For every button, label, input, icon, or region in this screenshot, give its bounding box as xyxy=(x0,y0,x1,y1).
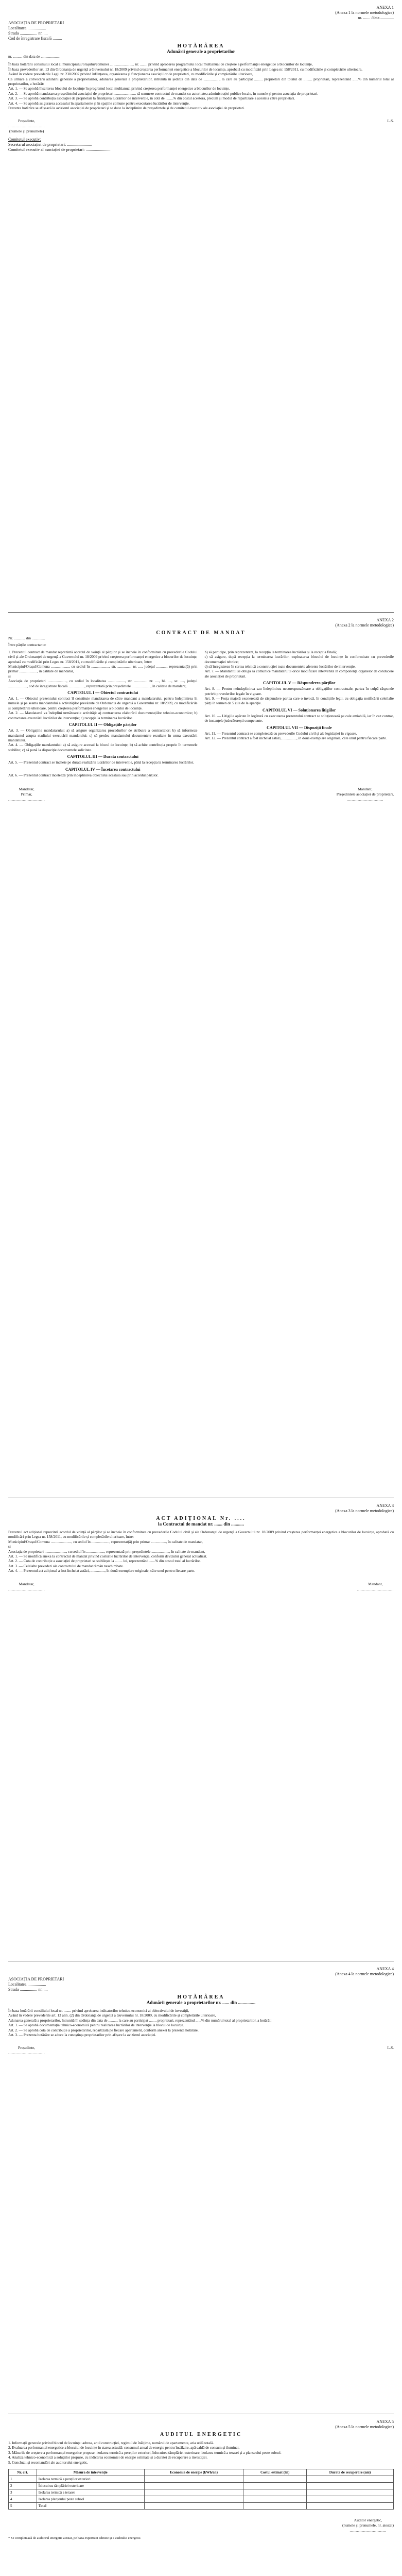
header-line: Localitatea .................. xyxy=(8,1982,46,1987)
table-cell xyxy=(306,2476,393,2483)
annex-1-header xyxy=(8,21,394,41)
paragraph: Art. 10. — Litigiile apărute în legătură cu executarea prezentului contract se soluționează pe cale amiabilă, iar în caz contrar, de instanțele judecătorești competente. xyxy=(204,713,394,723)
chapter-heading: CAPITOLUL I — Obiectul contractului xyxy=(67,690,138,696)
signature-line: .............................. xyxy=(346,796,384,802)
table-cell xyxy=(243,2489,307,2496)
table-cell xyxy=(144,2489,243,2496)
chapter-heading: CAPITOLUL V — Răspunderea părților xyxy=(263,681,336,686)
table-cell xyxy=(243,2476,307,2483)
signature-sublabel: Președintele asociației de proprietari, xyxy=(336,791,394,796)
paragraph: Art. 4. — Prezentul act adițional a fost încheiat astăzi, ..............., în două exemplare originale, câte unul pentru fiecare parte. xyxy=(8,1568,196,1573)
table-cell xyxy=(144,2483,243,2489)
chapter-heading: CAPITOLUL VII — Dispoziții finale xyxy=(267,725,332,730)
annex-2-tag xyxy=(8,618,394,628)
annex-2 xyxy=(8,618,394,1494)
table-row xyxy=(9,2489,394,2496)
signature-label: Președinte, xyxy=(18,2045,36,2050)
paragraph: Art. 1. — Se aprobă înscrierea blocului de locuințe în programul local multianual privind creșterea performanței energetice a blocurilor de locuințe. xyxy=(8,86,230,91)
table-cell xyxy=(306,2483,393,2489)
chapter-heading: CAPITOLUL VI — Soluționarea litigiilor xyxy=(262,707,336,713)
table-header: Costul estimat (lei) xyxy=(243,2469,307,2476)
annex-3-title: ACT ADIȚIONAL Nr. .... xyxy=(156,1516,246,1521)
signature-label: Mandant, xyxy=(368,1581,383,1586)
table-cell: 1 xyxy=(9,2476,37,2483)
paragraph: c) să asigure, după recepția la terminarea lucrărilor, exploatarea blocului de locuințe în conformitate cu prevederile documentației tehnice; xyxy=(204,654,394,664)
annex-4-subtitle: Adunării generale a proprietarilor nr. ...... din ............... xyxy=(146,2000,256,2005)
annex-1 xyxy=(8,5,394,608)
table-cell: Înlocuirea tâmplăriei exterioare xyxy=(37,2483,144,2489)
annex-1-subtitle: Adunării generale a proprietarilor xyxy=(167,49,235,54)
signature-label: Mandatar, xyxy=(19,786,34,791)
paragraph: 1. Prezentul contract de mandat reprezintă acordul de voință al părților și se încheie în conformitate cu prevederile Codului civil și ale Ordonanței de urgență a Guvernului nr. 18/2009 privind creșterea performanței energetice a blocurilor de locuințe, aprobată cu modificări prin Legea nr. 158/2011, cu modificările și completările ulterioare, între: xyxy=(8,649,198,664)
paragraph: 5. Concluzii și recomandări ale auditorului energetic. xyxy=(8,2460,89,2465)
header-line: Strada ................. nr. .... xyxy=(8,1987,48,1992)
paragraph: Prezentul act adițional reprezintă acordul de voință al părților și se încheie în conformitate cu prevederile Codului civil și ale Ordonanței de urgență a Guvernului nr. 18/2009 privind creșterea performanței energetice a blocurilor de locuințe, aprobată cu modificări prin Legea nr. 158/2011, cu modificările și completările ulterioare, între: xyxy=(8,1530,394,1539)
annex-1-title: HOTĂRÂREA xyxy=(177,43,225,49)
paragraph: Prezenta hotărâre se afișează la avizierul asociației de proprietari și se duce la îndeplinire de președintele și de comitetul executiv ale asociației de proprietari. xyxy=(8,106,245,111)
table-row xyxy=(9,2476,394,2483)
signature-mandant xyxy=(337,787,394,802)
table-cell xyxy=(243,2503,307,2510)
document-page xyxy=(0,5,402,2576)
table-cell xyxy=(243,2496,307,2503)
annex-4 xyxy=(8,1967,394,2410)
signature-president xyxy=(8,2045,45,2056)
signature-mandatar xyxy=(8,787,45,802)
table-cell: Izolarea termică a terasei xyxy=(37,2489,144,2496)
paragraph: Art. 8. — Pentru neîndeplinirea sau îndeplinirea necorespunzătoare a obligațiilor contractuale, partea în culpă răspunde potrivit prevederilor legale în vigoare. xyxy=(204,686,394,696)
signature-label: Auditor energetic, xyxy=(354,2518,382,2523)
table-cell: 2 xyxy=(9,2483,37,2489)
paragraph: Art. 2. — Mandatarul va îndeplini următoarele activități: a) contractarea elaborării documentațiilor tehnico-economice; b) contractarea executării lucrărilor de intervenție; c) recepția la terminarea lucrărilor. xyxy=(8,710,198,720)
table-header: Durata de recuperare (ani) xyxy=(306,2469,393,2476)
paragraph: Asociația de proprietari ...................., cu sediul în localitatea .................., str. .............. nr. ...., bl. ...., sc. ...., județul ...................., cod de înregistrare fiscală ................., reprezentată prin președintele ...................., în calitate de mandant, xyxy=(8,679,198,688)
table-cell xyxy=(306,2496,393,2503)
audit-table xyxy=(8,2469,394,2510)
footer-line: Comitetul executiv al asociației de proprietari: ........................ xyxy=(8,147,111,152)
paragraph: 4. Analiza tehnico-economică a soluțiilor propuse, cu indicarea economiei de energie estimate și a duratei de recuperare a investiției. xyxy=(8,2455,208,2460)
paragraph: Art. 1. — Se aprobă documentația tehnico-economică pentru realizarea lucrărilor de intervenție la blocul de locuințe. xyxy=(8,2023,184,2028)
annex-1-number: nr. .......... din data de .................... xyxy=(8,54,60,59)
annex-2-col-left xyxy=(8,650,198,777)
signature-line: .............................. xyxy=(8,796,45,802)
chapter-heading: CAPITOLUL IV — Încetarea contractului xyxy=(65,767,141,772)
paragraph: Adunarea generală a proprietarilor, întrunită în ședința din data de ........., la care au participat ........ proprietari, reprezentând ......% din numărul total al proprietarilor, a hotărât: xyxy=(8,2018,272,2023)
paragraph: 3. Măsurile de creștere a performanței energetice propuse: izolarea termică a pereților exteriori, înlocuirea tâmplăriei exterioare, izolarea termică a terasei și a planșeului peste subsol. xyxy=(8,2450,282,2455)
paragraph: Art. 7. — Mandantul se obligă să comunice mandatarului orice modificare intervenită în componența organelor de conducere ale asociației de proprietari. xyxy=(204,669,394,679)
annex-4-tag xyxy=(8,1967,394,1977)
paragraph: Art. 4. — Obligațiile mandantului: a) să asigure accesul la blocul de locuințe; b) să achite contribuția proprie în termenele stabilite; c) să pună la dispoziție documentele solicitate. xyxy=(8,742,198,752)
header-line: Strada ................. nr. .... xyxy=(8,31,48,36)
annex-tag-line: ANEXA 3 xyxy=(376,1503,394,1508)
paragraph: În baza hotărârii consiliului local al municipiului/orașului/comunei .......................... nr. ........ privind aprobarea programului local multianual de creștere a performanței energetice a blocurilor de locuințe, xyxy=(8,62,313,67)
signature-sublabel: (numele și prenumele) xyxy=(9,129,44,134)
signature-mandant xyxy=(357,1582,394,1592)
paragraph: Asociația de proprietari ......................., cu sediul în ..................., reprezentată prin președintele ..................., în calitate de mandant, xyxy=(8,1549,205,1554)
annex-tag-line: nr. ....... /data ............. xyxy=(358,15,394,20)
table-cell xyxy=(144,2476,243,2483)
annex-3 xyxy=(8,1503,394,1957)
footer-line: Secretarul asociației de proprietari: ........................ xyxy=(8,142,92,147)
paragraph: Art. 3. — Obligațiile mandatarului: a) să asigure organizarea procedurilor de atribuire a contractelor; b) să informeze mandantul asupra stadiului executării mandatului; c) să predea mandantului documentele rezultate în urma executării mandatului. xyxy=(8,728,198,742)
paragraph: Municipiul/Orașul/Comuna ..................., cu sediul în ..................., str. ............... nr. ...., județul ..........., reprezentat(ă) prin primar ..................., în calitate de mandatar, xyxy=(8,664,198,674)
footer-line: Comitetul executiv: xyxy=(8,137,41,142)
signature-auditor xyxy=(342,2518,394,2533)
table-cell xyxy=(306,2503,393,2510)
annex-tag-line: (Anexa 2 la normele metodologice) xyxy=(335,623,394,628)
paragraph: Art. 12. — Prezentul contract a fost încheiat astăzi, ..............., în două exemplare originale, câte unul pentru fiecare parte. xyxy=(204,736,387,741)
paragraph: Art. 2. — Cota de contribuție a asociației de proprietari se stabilește la ........ lei, reprezentând ......% din costul total al lucrărilor. xyxy=(8,1558,201,1564)
annex-tag-line: (Anexa 4 la normele metodologice) xyxy=(335,1972,394,1976)
chapter-heading: CAPITOLUL II — Obligațiile părților xyxy=(68,722,137,727)
paragraph: și xyxy=(8,673,11,679)
paragraph: Art. 2. — Se aprobă cota de contribuție a proprietarilor, repartizată pe fiecare apartament, conform anexei la prezenta hotărâre. xyxy=(8,2027,199,2032)
annex-tag-line: (Anexa 3 la normele metodologice) xyxy=(335,1509,394,1513)
paragraph: Art. 9. — Forța majoră exonerează de răspundere partea care o invocă, în condițiile legii, cu obligația notificării celeilalte părți în termen de 5 zile de la apariție. xyxy=(204,696,394,706)
signature-line: .............................. xyxy=(349,2528,387,2533)
table-cell: Izolarea planșeului peste subsol xyxy=(37,2496,144,2503)
table-header: Economia de energie (kWh/an) xyxy=(144,2469,243,2476)
header-line: Localitatea .................. xyxy=(8,26,46,30)
annex-tag-line: ANEXA 2 xyxy=(376,618,394,622)
header-line: ASOCIAȚIA DE PROPRIETARI xyxy=(8,1977,64,1981)
header-line: ASOCIAȚIA DE PROPRIETARI xyxy=(8,21,64,25)
table-row xyxy=(9,2503,394,2510)
header-line: Cod de înregistrare fiscală ......... xyxy=(8,36,62,41)
table-cell xyxy=(144,2496,243,2503)
paragraph: Art. 5. — Prezentul contract se încheie pe durata realizării lucrărilor de intervenție, până la recepția la terminarea lucrărilor. xyxy=(8,760,194,765)
table-cell: 5 xyxy=(9,2503,37,2510)
seal-placeholder: L.S. xyxy=(387,2045,394,2050)
paragraph: b) să participe, prin reprezentant, la recepția la terminarea lucrărilor și la recepția finală; xyxy=(204,649,337,654)
annex-3-subtitle: la Contractul de mandat nr. ....... din ........... xyxy=(158,1521,244,1527)
table-cell: Total xyxy=(37,2503,144,2510)
annex-tag-line: ANEXA 5 xyxy=(376,2419,394,2424)
table-row xyxy=(9,2483,394,2489)
table-cell xyxy=(306,2489,393,2496)
annex-4-header xyxy=(8,1977,394,1992)
annex-5 xyxy=(8,2419,394,2576)
table-header-row xyxy=(9,2469,394,2476)
table-header: Nr. crt. xyxy=(9,2469,37,2476)
annex-3-tag xyxy=(8,1503,394,1514)
paragraph: d) să înregistreze în cartea tehnică a construcției toate documentele aferente lucrărilor de intervenție. xyxy=(204,664,356,669)
annex-5-tag xyxy=(8,2419,394,2430)
signature-mandatar xyxy=(8,1582,45,1592)
footnote: * Se completează de auditorul energetic atestat, pe baza expertizei tehnice și a auditului energetic. xyxy=(8,2536,142,2540)
signature-label: Președinte, xyxy=(18,118,36,124)
table-cell xyxy=(243,2483,307,2489)
table-cell: Izolarea termică a pereților exteriori xyxy=(37,2476,144,2483)
annex-2-number: Nr. ............ din .............. xyxy=(8,636,45,640)
paragraph: 2. Evaluarea performanței energetice a blocului de locuințe în starea actuală: consumul anual de energie pentru încălzire, apă caldă de consum și iluminat. xyxy=(8,2445,240,2450)
signature-line: .............................. xyxy=(357,1586,394,1591)
paragraph: Art. 3. — Se aprobă contribuția asociației de proprietari la finanțarea lucrărilor de intervenție, în cotă de ........% din costul acestora, precum și modul de repartizare a acesteia către proprietari. xyxy=(8,96,295,101)
table-row xyxy=(9,2496,394,2503)
annex-5-title: AUDITUL ENERGETIC xyxy=(160,2432,242,2437)
paragraph: Art. 3. — Celelalte prevederi ale contractului de mandat rămân neschimbate. xyxy=(8,1563,124,1568)
paragraph: Art. 2. — Se aprobă mandatarea președintelui asociației de proprietari ....................... să semneze contractul de mandat cu autoritatea administrației publice locale, în numele și pentru asociația de proprietari. xyxy=(8,91,319,96)
paragraph: 1. Informații generale privind blocul de locuințe: adresa, anul construcției, regimul de înălțime, numărul de apartamente, aria utilă totală. xyxy=(8,2441,214,2445)
annex-2-intro: Între părțile contractante: xyxy=(8,642,46,648)
annex-tag-line: ANEXA 1 xyxy=(376,5,394,10)
annex-tag-line: (Anexa 1 la normele metodologice) xyxy=(335,10,394,15)
paragraph: Art. 1. — Se modifică anexa la contractul de mandat privind costurile lucrărilor de intervenție, conform devizului general actualizat. xyxy=(8,1554,207,1559)
annex-1-tag xyxy=(8,5,394,21)
paragraph: În baza hotărârii consiliului local nr. ........ privind aprobarea indicatorilor tehnico-economici ai obiectivului de investiții, xyxy=(8,2008,189,2013)
paragraph: Art. 4. — Se aprobă asigurarea accesului în apartamente și în spațiile comune pentru executarea lucrărilor de intervenție. xyxy=(8,100,190,106)
table-header: Măsura de intervenție xyxy=(37,2469,144,2476)
paragraph: Art. 6. — Prezentul contract încetează prin îndeplinirea obiectului acestuia sau prin acordul părților. xyxy=(8,772,159,777)
paragraph: Municipiul/Orașul/Comuna ......................, cu sediul în ..................., reprezentat(ă) prin primar ................, în calitate de mandatar, xyxy=(8,1539,203,1544)
chapter-heading: CAPITOLUL III — Durata contractului xyxy=(67,754,139,759)
annex-2-col-right xyxy=(205,650,394,777)
separator xyxy=(8,612,394,613)
signature-president xyxy=(8,118,45,134)
paragraph: Având în vedere prevederile art. 13 alin. (2) din Ordonanța de urgență a Guvernului nr. 18/2009, cu modificările și completările ulterioare, xyxy=(8,2013,216,2018)
paragraph: În baza prevederilor art. 13 din Ordonanța de urgență a Guvernului nr. 18/2009 privind creșterea performanței energetice a blocurilor de locuințe, aprobată cu modificări prin Legea nr. 158/2011, cu modificările și completările ulterioare, xyxy=(8,66,362,72)
table-cell: 4 xyxy=(9,2496,37,2503)
signature-sublabel: Primar, xyxy=(21,791,32,796)
signature-line: .............................. xyxy=(8,124,45,129)
table-cell: 3 xyxy=(9,2489,37,2496)
signature-line: .............................. xyxy=(8,1586,45,1591)
paragraph: Art. 11. — Prezentul contract se completează cu prevederile Codului civil și ale legislației în vigoare. xyxy=(204,731,357,736)
paragraph: și xyxy=(8,1544,11,1549)
table-cell xyxy=(144,2503,243,2510)
annex-2-title: CONTRACT DE MANDAT xyxy=(156,630,246,636)
paragraph: Ca urmare a convocării adunării generale a proprietarilor, adunarea generală a proprietarilor, întrunită în ședința din data de ................., la care au participat ......... proprietari din totalul de ......... proprietari, reprezentând ......% din numărul total al proprietarilor, a hotărât: xyxy=(8,76,394,87)
annex-4-title: HOTĂRÂREA xyxy=(177,1994,225,2000)
annex-tag-line: ANEXA 4 xyxy=(376,1967,394,1971)
annex-tag-line: (Anexa 5 la normele metodologice) xyxy=(335,2425,394,2429)
signature-sublabel: (numele și prenumele, nr. atestat) xyxy=(342,2523,394,2528)
annex-1-footer xyxy=(8,137,394,152)
paragraph: Art. 3. — Prezenta hotărâre se aduce la cunoștința proprietarilor prin afișare la avizierul asociației. xyxy=(8,2032,156,2038)
signature-line: .............................. xyxy=(8,2050,45,2056)
signature-label: Mandant, xyxy=(358,786,373,791)
seal-placeholder: L.S. xyxy=(387,118,394,124)
paragraph: Având în vedere prevederile Legii nr. 230/2007 privind înființarea, organizarea și funcționarea asociațiilor de proprietari, cu modificările și completările ulterioare, xyxy=(8,72,253,77)
paragraph: Art. 1. — Obiectul prezentului contract îl constituie mandatarea de către mandant a mandatarului, pentru îndeplinirea în numele și pe seama mandantului a activităților prevăzute de Ordonanța de urgență a Guvernului nr. 18/2009, cu modificările și completările ulterioare, pentru creșterea performanței energetice a blocului de locuințe. xyxy=(8,696,198,710)
signature-label: Mandatar, xyxy=(19,1581,34,1586)
